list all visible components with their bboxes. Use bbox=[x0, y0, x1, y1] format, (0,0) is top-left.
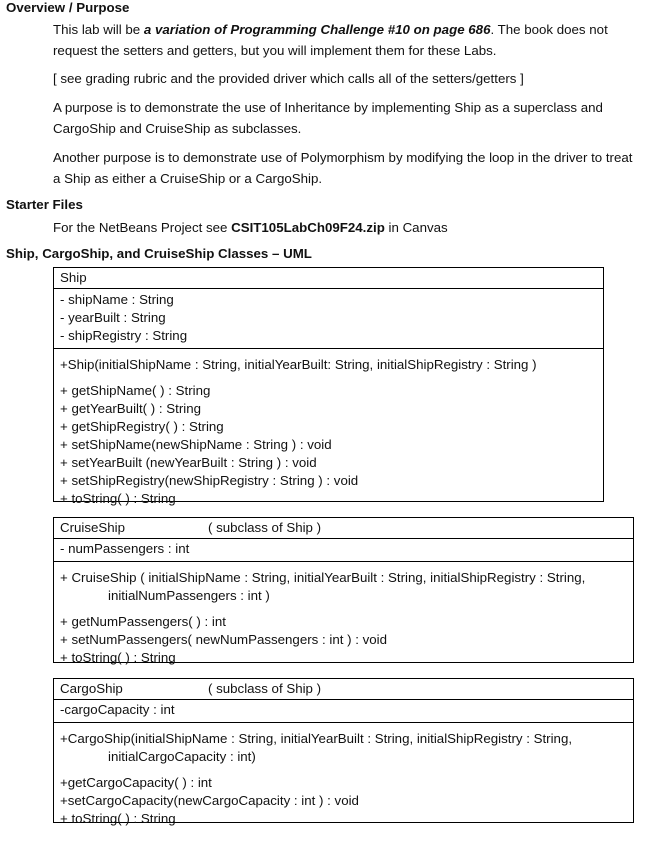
ship-class-name bbox=[54, 268, 603, 288]
cargoship-name-label: CargoShip bbox=[60, 681, 123, 696]
cruiseship-method: + toString( ) : String bbox=[60, 650, 176, 665]
ship-fields bbox=[54, 288, 603, 348]
cargoship-fields bbox=[54, 699, 633, 722]
cargoship-class-box bbox=[53, 678, 634, 826]
ship-method: + getShipName( ) : String bbox=[60, 383, 211, 398]
cruiseship-method: + getNumPassengers( ) : int bbox=[60, 614, 226, 629]
overview-paragraph-2: [ see grading rubric and the provided driver which calls all of the setters/getters ] bbox=[53, 71, 524, 86]
cruiseship-method: + setNumPassengers( newNumPassengers : int ) : void bbox=[60, 632, 388, 647]
ship-method: + getYearBuilt( ) : String bbox=[60, 401, 202, 416]
ship-class-box bbox=[53, 267, 604, 506]
cruiseship-constructor-line1: + CruiseShip ( initialShipName : String, initialYearBuilt : String, initialShipRegistry : String, bbox=[60, 570, 586, 585]
cruiseship-class-box bbox=[53, 517, 634, 663]
overview-paragraph-3: A purpose is to demonstrate the use of Inheritance by implementing Ship as a superclass and CargoShip and CruiseShip as subclasses. bbox=[53, 100, 603, 136]
starter-file-name: CSIT105LabCh09F24.zip bbox=[231, 220, 385, 235]
cruiseship-methods bbox=[54, 561, 633, 670]
cargoship-methods bbox=[54, 722, 633, 831]
ship-field: - shipRegistry : String bbox=[60, 328, 188, 343]
uml-heading: Ship, CargoShip, and CruiseShip Classes – UML bbox=[6, 246, 312, 261]
starter-paragraph: For the NetBeans Project see CSIT105LabCh09F24.zip in Canvas bbox=[53, 220, 448, 235]
cruiseship-fields bbox=[54, 538, 633, 561]
cargoship-field: -cargoCapacity : int bbox=[60, 702, 175, 717]
ship-method: + setYearBuilt (newYearBuilt : String ) : void bbox=[60, 455, 317, 470]
cargoship-constructor-line2: initialCargoCapacity : int) bbox=[108, 749, 256, 764]
cargoship-class-name bbox=[54, 679, 633, 699]
ship-methods bbox=[54, 348, 603, 511]
ship-field: - shipName : String bbox=[60, 292, 174, 307]
ship-field: - yearBuilt : String bbox=[60, 310, 166, 325]
cargoship-subclass-note: ( subclass of Ship ) bbox=[208, 681, 322, 696]
overview-paragraph-1: This lab will be a variation of Programming Challenge #10 on page 686. The book does not request the setters and getters, but you will implement them for these Labs. bbox=[53, 22, 608, 58]
cargoship-method: +setCargoCapacity(newCargoCapacity : int ) : void bbox=[60, 793, 359, 808]
cruiseship-subclass-note: ( subclass of Ship ) bbox=[208, 520, 322, 535]
ship-constructor: +Ship(initialShipName : String, initialYearBuilt: String, initialShipRegistry : String ) bbox=[60, 357, 537, 372]
overview-heading: Overview / Purpose bbox=[6, 0, 130, 15]
cargoship-method: + toString( ) : String bbox=[60, 811, 176, 826]
cruiseship-name-label: CruiseShip bbox=[60, 520, 126, 535]
ship-name-label: Ship bbox=[60, 270, 87, 285]
ship-method: + getShipRegistry( ) : String bbox=[60, 419, 224, 434]
ship-method: + setShipName(newShipName : String ) : void bbox=[60, 437, 332, 452]
ship-method: + setShipRegistry(newShipRegistry : String ) : void bbox=[60, 473, 359, 488]
cruiseship-constructor-line2: initialNumPassengers : int ) bbox=[108, 588, 270, 603]
overview-paragraph-4: Another purpose is to demonstrate use of Polymorphism by modifying the loop in the driver to treat a Ship as either a CruiseShip or a CargoShip. bbox=[53, 150, 633, 186]
cargoship-method: +getCargoCapacity( ) : int bbox=[60, 775, 212, 790]
cargoship-constructor-line1: +CargoShip(initialShipName : String, initialYearBuilt : String, initialShipRegistry : String, bbox=[60, 731, 573, 746]
ship-method: + toString( ) : String bbox=[60, 491, 176, 506]
cruiseship-class-name bbox=[54, 518, 633, 538]
cruiseship-field: - numPassengers : int bbox=[60, 541, 190, 556]
starter-heading: Starter Files bbox=[6, 197, 83, 212]
